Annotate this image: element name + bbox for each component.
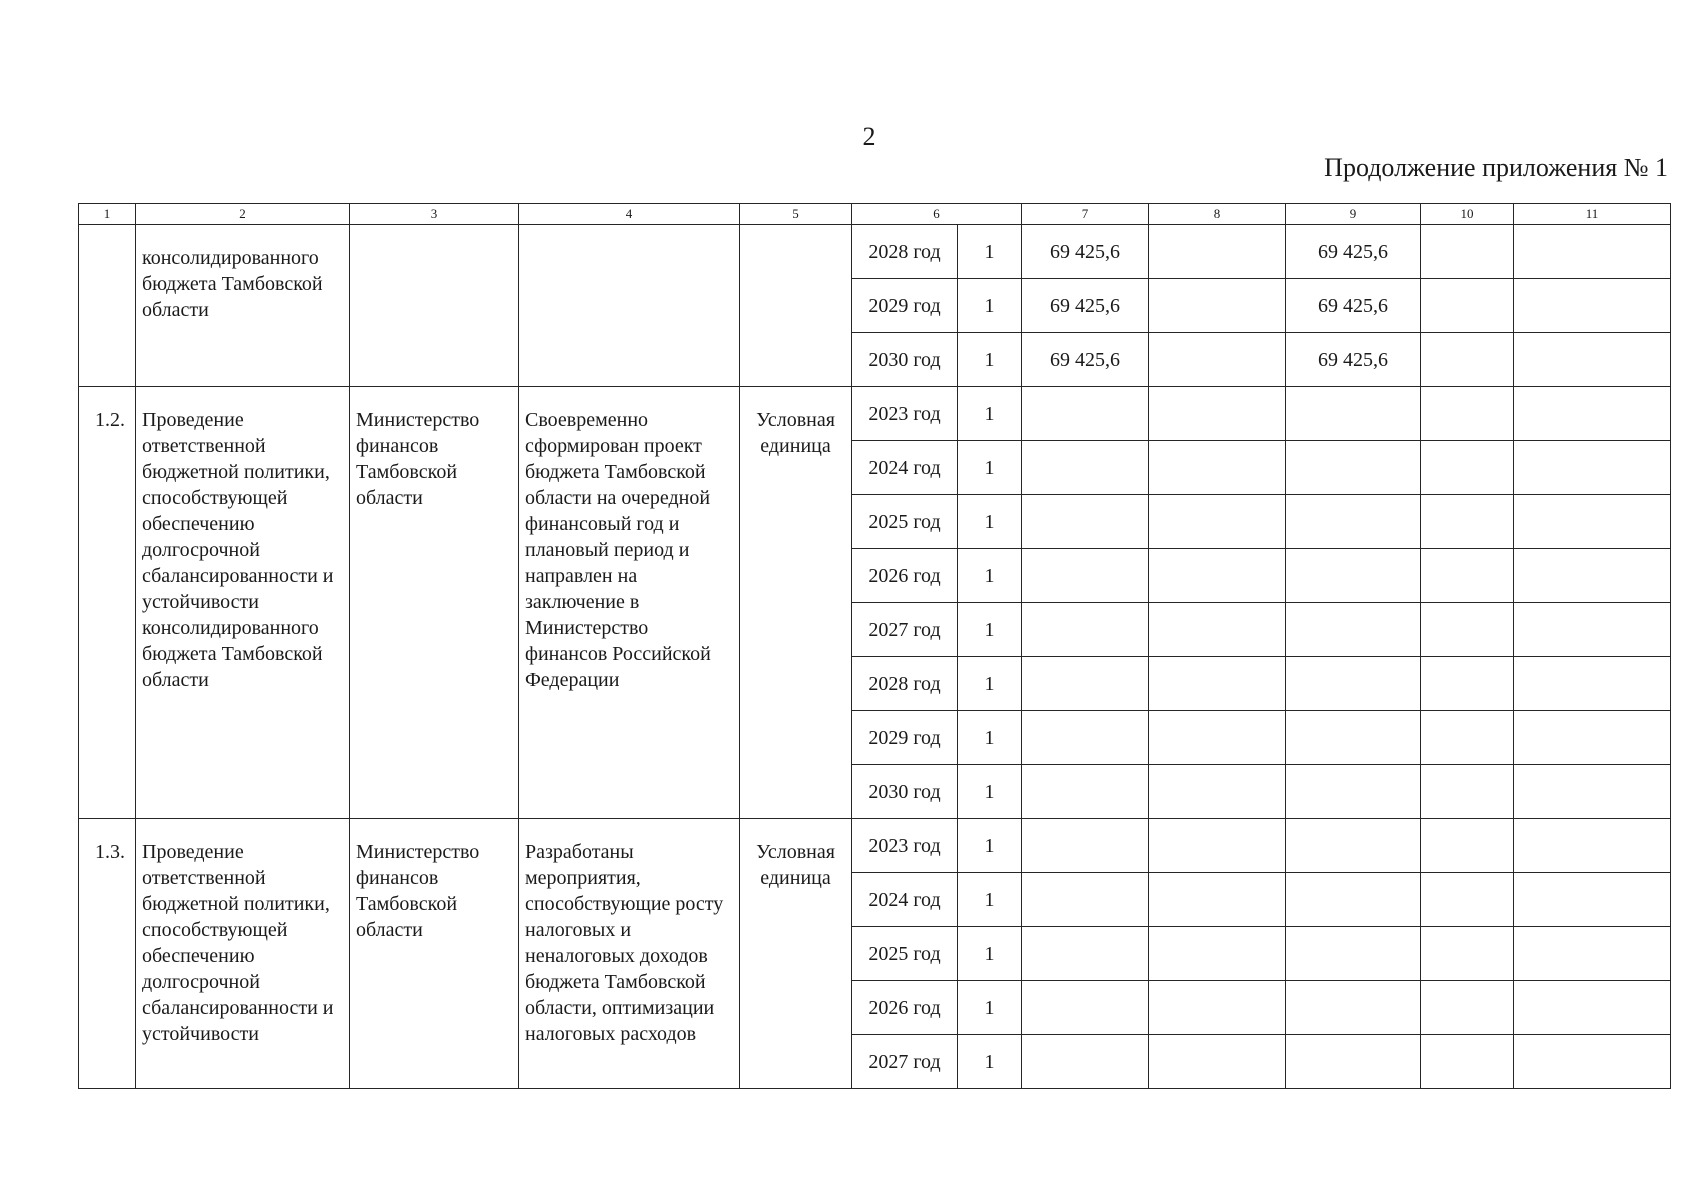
item-unit: Условная единица — [740, 819, 852, 1089]
table-row — [79, 225, 1671, 279]
value-cell: 1 — [958, 711, 1022, 765]
col10-cell — [1421, 819, 1514, 873]
year-cell: 2027 год — [852, 1035, 958, 1089]
item-unit: Условная единица — [740, 387, 852, 819]
col10-cell — [1421, 387, 1514, 441]
col10-cell — [1421, 981, 1514, 1035]
column-number: 3 — [350, 204, 519, 225]
column-number: 1 — [79, 204, 136, 225]
page-number: 2 — [862, 122, 876, 151]
col9-cell — [1286, 981, 1421, 1035]
col7-cell — [1022, 549, 1149, 603]
column-number: 11 — [1514, 204, 1671, 225]
col11-cell — [1514, 819, 1671, 873]
col7-cell — [1022, 657, 1149, 711]
year-cell: 2025 год — [852, 495, 958, 549]
year-cell: 2027 год — [852, 603, 958, 657]
col8-cell — [1149, 1035, 1286, 1089]
continuation-title: Продолжение приложения № 1 — [1324, 153, 1668, 182]
item-result: Своевременно сформирован проект бюджета Тамбовской области на очередной финансовый год и плановый период и направлен на заключение в Министерство финансов Российской Федерации — [519, 387, 740, 819]
col8-cell — [1149, 603, 1286, 657]
col9-cell: 69 425,6 — [1286, 225, 1421, 279]
col9-cell — [1286, 765, 1421, 819]
col10-cell — [1421, 765, 1514, 819]
item-name: Проведение ответственной бюджетной политики, способствующей обеспечению долгосрочной сбалансированности и устойчивости — [136, 819, 350, 1089]
col9-cell — [1286, 927, 1421, 981]
col11-cell — [1514, 279, 1671, 333]
col8-cell — [1149, 981, 1286, 1035]
year-cell: 2023 год — [852, 819, 958, 873]
item-name: консолидированного бюджета Тамбовской области — [136, 225, 350, 387]
value-cell: 1 — [958, 333, 1022, 387]
year-cell: 2026 год — [852, 981, 958, 1035]
col9-cell: 69 425,6 — [1286, 333, 1421, 387]
table-row — [79, 387, 1671, 441]
col9-cell: 69 425,6 — [1286, 279, 1421, 333]
col8-cell — [1149, 873, 1286, 927]
col11-cell — [1514, 549, 1671, 603]
col8-cell — [1149, 333, 1286, 387]
column-number: 10 — [1421, 204, 1514, 225]
col9-cell — [1286, 657, 1421, 711]
value-cell: 1 — [958, 657, 1022, 711]
col8-cell — [1149, 765, 1286, 819]
value-cell: 1 — [958, 873, 1022, 927]
col11-cell — [1514, 927, 1671, 981]
col11-cell — [1514, 333, 1671, 387]
col9-cell — [1286, 603, 1421, 657]
value-cell: 1 — [958, 981, 1022, 1035]
column-number: 5 — [740, 204, 852, 225]
col10-cell — [1421, 333, 1514, 387]
col9-cell — [1286, 441, 1421, 495]
col8-cell — [1149, 225, 1286, 279]
year-cell: 2024 год — [852, 441, 958, 495]
col7-cell — [1022, 873, 1149, 927]
value-cell: 1 — [958, 927, 1022, 981]
col7-cell: 69 425,6 — [1022, 333, 1149, 387]
col10-cell — [1421, 495, 1514, 549]
year-cell: 2028 год — [852, 657, 958, 711]
col7-cell — [1022, 387, 1149, 441]
col9-cell — [1286, 387, 1421, 441]
col7-cell — [1022, 927, 1149, 981]
item-number: 1.3. — [79, 819, 136, 1089]
col7-cell — [1022, 441, 1149, 495]
indicators-table — [78, 203, 1671, 1089]
col10-cell — [1421, 549, 1514, 603]
col11-cell — [1514, 441, 1671, 495]
value-cell: 1 — [958, 549, 1022, 603]
col11-cell — [1514, 873, 1671, 927]
col7-cell — [1022, 981, 1149, 1035]
item-responsible: Министерство финансов Тамбовской области — [350, 387, 519, 819]
col11-cell — [1514, 225, 1671, 279]
table-row — [79, 819, 1671, 873]
col10-cell — [1421, 927, 1514, 981]
col10-cell — [1421, 873, 1514, 927]
year-cell: 2030 год — [852, 765, 958, 819]
value-cell: 1 — [958, 1035, 1022, 1089]
col7-cell: 69 425,6 — [1022, 279, 1149, 333]
year-cell: 2028 год — [852, 225, 958, 279]
column-number-row — [79, 204, 1671, 225]
col8-cell — [1149, 711, 1286, 765]
value-cell: 1 — [958, 225, 1022, 279]
year-cell: 2024 год — [852, 873, 958, 927]
col11-cell — [1514, 603, 1671, 657]
value-cell: 1 — [958, 387, 1022, 441]
col7-cell — [1022, 765, 1149, 819]
item-number — [79, 225, 136, 387]
col10-cell — [1421, 711, 1514, 765]
col11-cell — [1514, 711, 1671, 765]
year-cell: 2026 год — [852, 549, 958, 603]
col10-cell — [1421, 657, 1514, 711]
col7-cell — [1022, 603, 1149, 657]
col10-cell — [1421, 225, 1514, 279]
column-number: 6 — [852, 204, 1022, 225]
col9-cell — [1286, 711, 1421, 765]
col9-cell — [1286, 1035, 1421, 1089]
col8-cell — [1149, 279, 1286, 333]
column-number: 4 — [519, 204, 740, 225]
year-cell: 2030 год — [852, 333, 958, 387]
col9-cell — [1286, 495, 1421, 549]
item-responsible — [350, 225, 519, 387]
col10-cell — [1421, 1035, 1514, 1089]
col8-cell — [1149, 927, 1286, 981]
col7-cell: 69 425,6 — [1022, 225, 1149, 279]
col9-cell — [1286, 549, 1421, 603]
col11-cell — [1514, 1035, 1671, 1089]
col8-cell — [1149, 387, 1286, 441]
col8-cell — [1149, 819, 1286, 873]
col10-cell — [1421, 603, 1514, 657]
column-number: 9 — [1286, 204, 1421, 225]
col10-cell — [1421, 279, 1514, 333]
col11-cell — [1514, 981, 1671, 1035]
item-responsible: Министерство финансов Тамбовской области — [350, 819, 519, 1089]
column-number: 8 — [1149, 204, 1286, 225]
col11-cell — [1514, 765, 1671, 819]
col7-cell — [1022, 711, 1149, 765]
year-cell: 2025 год — [852, 927, 958, 981]
year-cell: 2029 год — [852, 279, 958, 333]
col11-cell — [1514, 387, 1671, 441]
item-result: Разработаны мероприятия, способствующие росту налоговых и неналоговых доходов бюджета Тамбовской области, оптимизации налоговых расходов — [519, 819, 740, 1089]
year-cell: 2029 год — [852, 711, 958, 765]
col8-cell — [1149, 441, 1286, 495]
value-cell: 1 — [958, 819, 1022, 873]
col11-cell — [1514, 657, 1671, 711]
year-cell: 2023 год — [852, 387, 958, 441]
item-unit — [740, 225, 852, 387]
value-cell: 1 — [958, 441, 1022, 495]
value-cell: 1 — [958, 495, 1022, 549]
item-name: Проведение ответственной бюджетной политики, способствующей обеспечению долгосрочной сбалансированности и устойчивости консолидированного бюджета Тамбовской области — [136, 387, 350, 819]
col7-cell — [1022, 495, 1149, 549]
item-result — [519, 225, 740, 387]
col8-cell — [1149, 549, 1286, 603]
col9-cell — [1286, 873, 1421, 927]
column-number: 7 — [1022, 204, 1149, 225]
col11-cell — [1514, 495, 1671, 549]
column-number: 2 — [136, 204, 350, 225]
item-number: 1.2. — [79, 387, 136, 819]
value-cell: 1 — [958, 279, 1022, 333]
col8-cell — [1149, 657, 1286, 711]
col7-cell — [1022, 819, 1149, 873]
col8-cell — [1149, 495, 1286, 549]
col9-cell — [1286, 819, 1421, 873]
col10-cell — [1421, 441, 1514, 495]
col7-cell — [1022, 1035, 1149, 1089]
value-cell: 1 — [958, 765, 1022, 819]
value-cell: 1 — [958, 603, 1022, 657]
